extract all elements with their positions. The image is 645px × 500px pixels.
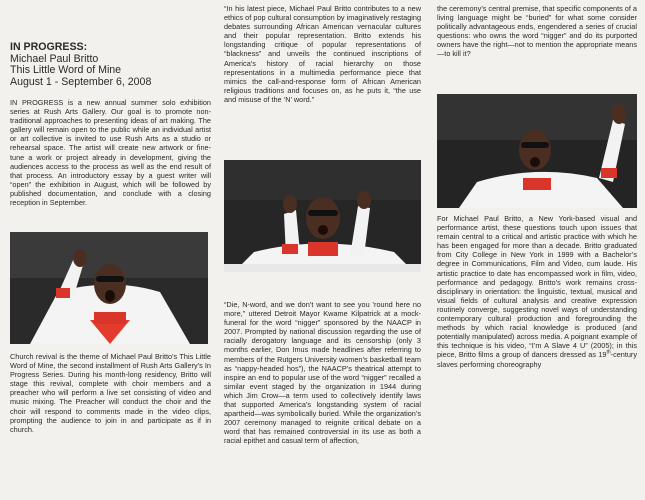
revival-paragraph: Church revival is the theme of Michael Paul Britto’s This Little Word of Mine, the second installment of Rush Arts Gallery’s In Progress Series. During his month-long residency, Britto will stage this revival, complete with choir members and a preacher who will perform a live set consisting of video and music mixing. The Preacher will conduct the choir and the choir will respond to comments made in the video clips, prompting the audience to join in and participate as if in church. bbox=[10, 352, 211, 434]
ceremony-questions-paragraph: the ceremony’s central premise, that specific components of a living language might be “buried” for what some consider politically advantageous ends, engendered a series of crucial questions: who owns the word “nigger” and do its purported owners have the right—not to mention the appropriate means—to kill it? bbox=[437, 4, 637, 59]
artist-bio-paragraph: For Michael Paul Britto, a New York-based visual and performance artist, these questions touch upon issues that remain central to a critical and artistic practice with which he has been engaged for more than a decade. Britto graduated from City College in New York in 1999 with a Bachelor’s degree in Communications, Film and Video, cum laude. His artistic practice to date has encompassed work in film, video, performance and pedagogy. Britto’s work remains cross-disciplinary in orientation: the linguistic, textual, musical and visual fields of cultural analysis and creative expression routinely converge, suggesting novel ways of understanding contemporary cultural production and foregrounding the methods by which racial knowledge is produced (and potentially manipulated) across media. A poignant example of this technique is his video, “I’m A Slave 4 U” (2005); in this piece, Britto films a group of dancers dressed as 19th-century slaves performing choreography bbox=[437, 214, 637, 369]
heading-title: IN PROGRESS: bbox=[10, 41, 88, 53]
preacher-raised-hand-photo-icon bbox=[437, 94, 637, 208]
essay-opening-paragraph: “In his latest piece, Michael Paul Britto contributes to a new ethics of pop cultural consumption by imaginatively restaging debates surrounding African American vernacular cultures and their popular representation. Britto extends his longstanding critique of popular representations of “blackness” and unveils the continued inscriptions of America’s history of racial hierarchy on those representations in a multimedia performance piece that mimics the call-and-response form of African American religious traditions and focuses on, as he puts it, “the use and misuse of the ‘N’ word.” bbox=[224, 4, 421, 104]
intro-paragraph: IN PROGRESS is a new annual summer solo exhibition series at Rush Arts Gallery. Our goal is to promote non-traditional approaches to presenting ideas of art making. The gallery will remain open to the public while an individual artist or art collective is invited to use Rush Arts as a studio or rehearsal space. The artist will create new artwork or fine-tune a work or project already in development, giving the audiences access to the process as well as the end result of that process. An introductory essay by a guest writer will “open” the exhibition in August, which will be followed by published documentation, and conclude with a closing reception in September. bbox=[10, 98, 211, 208]
preacher-singing-photo-icon bbox=[10, 232, 208, 344]
exhibition-heading bbox=[10, 42, 151, 88]
heading-dates: August 1 - September 6, 2008 bbox=[10, 75, 152, 88]
performance-photo-left bbox=[10, 232, 208, 344]
naacp-funeral-paragraph: “Die, N-word, and we don’t want to see you ’round here no more,” uttered Detroit Mayor Kwame Kilpatrick at a mock-funeral for the word “nigger” sponsored by the NAACP in 2007. Prompted by national discussion regarding the use of racially derogatory language and its censorship (only 3 months earlier, Don Imus made headlines after referring to members of the Rutgers University women’s basketball team as “nappy-headed hos”), the NAACP’s theatrical attempt to inspire an end to popular use of the word “nigger” recalled a similar event staged by the organization in 1944 during which Jim Crow—a term used to collectively identify laws that supported America’s longstanding system of racial apartheid—was symbolically buried. While the organization’s 2007 ceremony managed to reignite critical debate on a word that has remained controversial in its use as both a racial epithet and casual term of affection, bbox=[224, 300, 421, 446]
preacher-gesturing-photo-icon bbox=[224, 160, 421, 272]
performance-photo-middle bbox=[224, 160, 421, 272]
performance-photo-right bbox=[437, 94, 637, 208]
heading-work-title: This Little Word of Mine bbox=[10, 64, 122, 77]
heading-artist: Michael Paul Britto bbox=[10, 52, 99, 65]
